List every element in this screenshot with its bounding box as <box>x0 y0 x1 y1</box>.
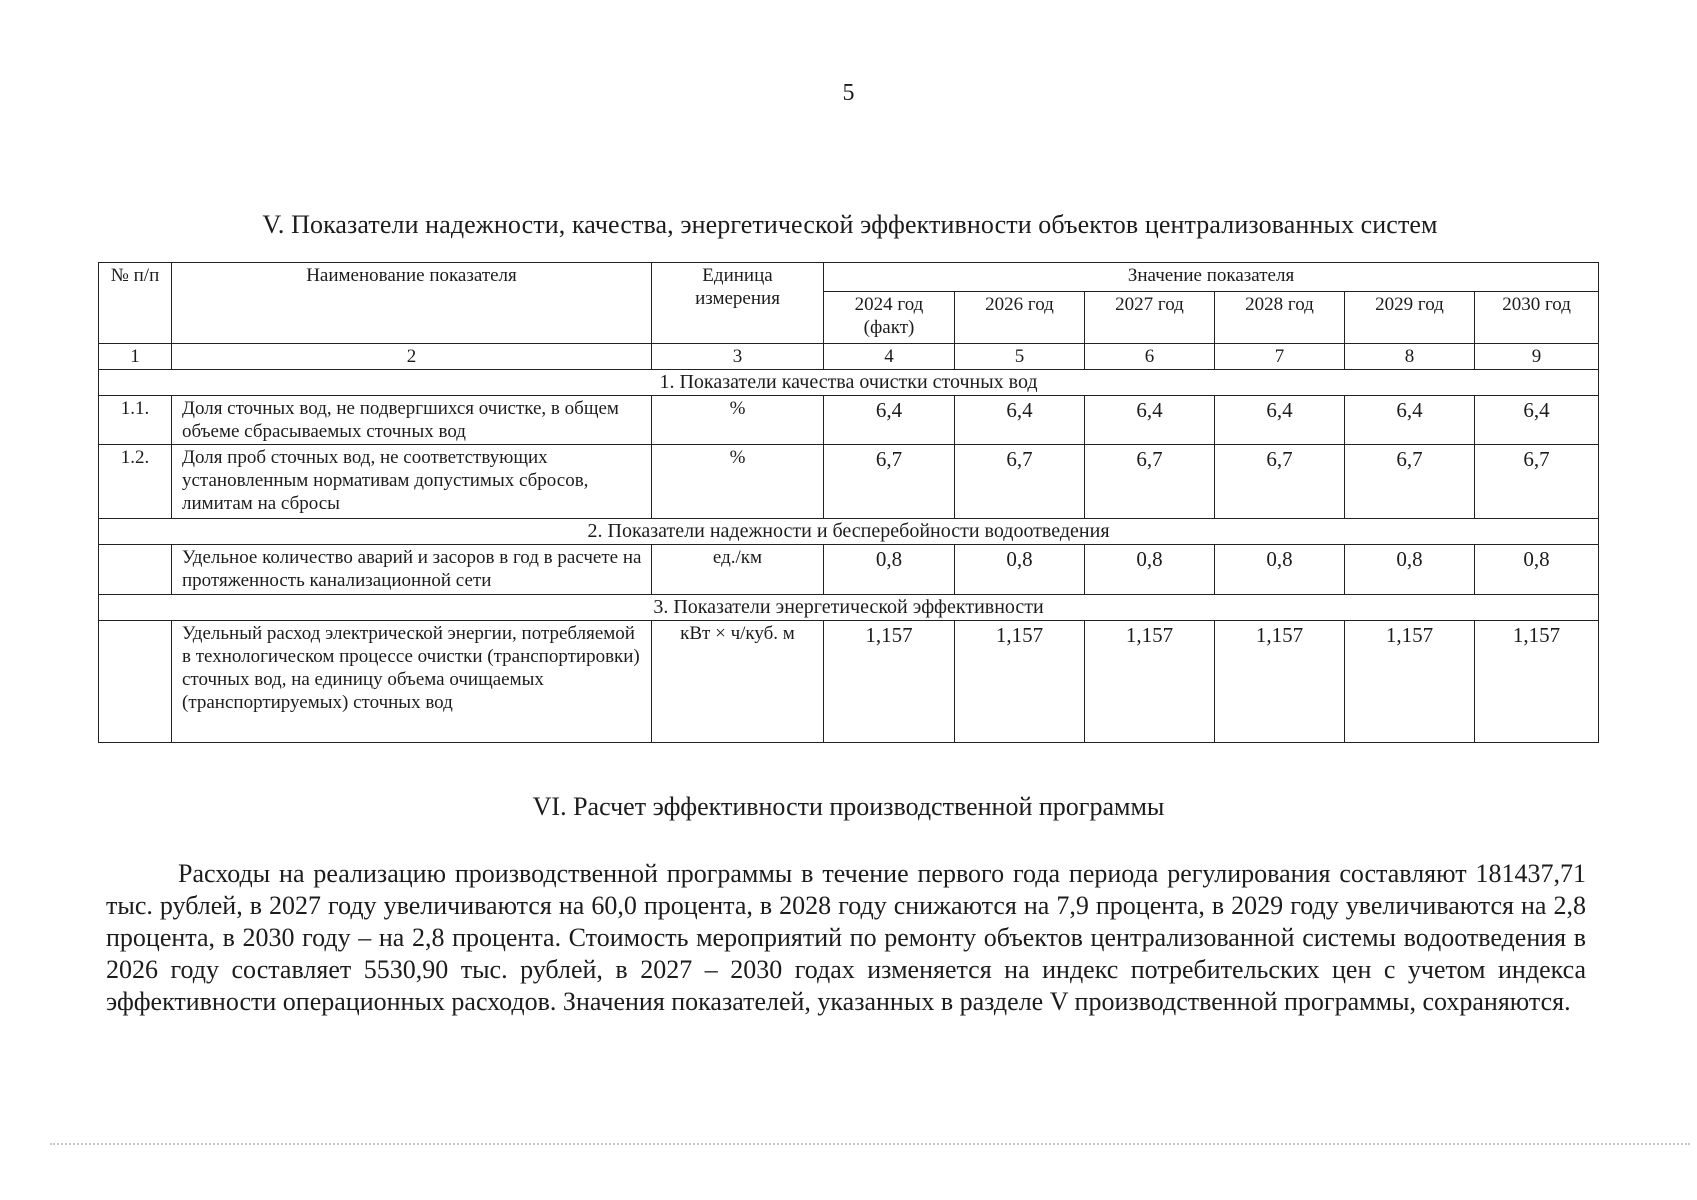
row-value: 0,8 <box>1085 545 1215 595</box>
group-title-row <box>99 595 1599 621</box>
column-number: 2 <box>172 344 652 370</box>
row-name: Удельное количество аварий и засоров в год в расчете на протяженность канализационной сети <box>172 545 652 595</box>
group-title: 3. Показатели энергетической эффективности <box>99 595 1599 621</box>
row-value: 6,4 <box>955 396 1085 445</box>
section-6-title: VI. Расчет эффективности производственной программы <box>532 792 1165 821</box>
row-unit: ед./км <box>652 545 824 595</box>
header-unit: Единица измерения <box>652 263 824 344</box>
header-year: 2028 год <box>1215 292 1345 344</box>
column-number: 9 <box>1475 344 1599 370</box>
row-unit: % <box>652 396 824 445</box>
row-unit: % <box>652 445 824 519</box>
column-number: 8 <box>1345 344 1475 370</box>
header-year: 2024 год (факт) <box>824 292 955 344</box>
row-value: 6,4 <box>824 396 955 445</box>
row-value: 0,8 <box>955 545 1085 595</box>
row-value: 1,157 <box>1475 621 1599 743</box>
row-name: Доля проб сточных вод, не соответствующих установленным нормативам допустимых сбросов, лимитам на сбросы <box>172 445 652 519</box>
header-year: 2026 год <box>955 292 1085 344</box>
row-value: 6,7 <box>1085 445 1215 519</box>
column-number: 4 <box>824 344 955 370</box>
row-value: 0,8 <box>1215 545 1345 595</box>
row-value: 1,157 <box>824 621 955 743</box>
row-value: 6,4 <box>1345 396 1475 445</box>
group-title: 2. Показатели надежности и бесперебойности водоотведения <box>99 519 1599 545</box>
row-value: 6,7 <box>1475 445 1599 519</box>
header-row-1 <box>99 263 1599 292</box>
row-value: 1,157 <box>1345 621 1475 743</box>
row-value: 1,157 <box>1215 621 1345 743</box>
table-row <box>99 445 1599 519</box>
row-num: 1.2. <box>99 445 172 519</box>
row-num <box>99 621 172 743</box>
column-number: 7 <box>1215 344 1345 370</box>
row-value: 0,8 <box>824 545 955 595</box>
column-number: 5 <box>955 344 1085 370</box>
header-year: 2029 год <box>1345 292 1475 344</box>
row-value: 6,4 <box>1475 396 1599 445</box>
column-number: 6 <box>1085 344 1215 370</box>
row-value: 6,7 <box>955 445 1085 519</box>
row-value: 1,157 <box>1085 621 1215 743</box>
section-5-title: V. Показатели надежности, качества, энергетической эффективности объектов централизованных систем <box>262 210 1438 239</box>
row-value: 0,8 <box>1475 545 1599 595</box>
row-name: Доля сточных вод, не подвергшихся очистке, в общем объеме сбрасываемых сточных вод <box>172 396 652 445</box>
row-value: 6,7 <box>824 445 955 519</box>
row-value: 6,4 <box>1085 396 1215 445</box>
indicators-table-wrapper <box>98 262 1598 743</box>
section-6-paragraph: Расходы на реализацию производственной программы в течение первого года периода регулирования составляют 181437,71 тыс. рублей, в 2027 году увеличиваются на 60,0 процента, в 2028 году снижаются на 7,9 процента, в 2029 году увеличиваются на 2,8 процента, в 2030 году – на 2,8 процента. Стоимость мероприятий по ремонту объектов централизованной системы водоотведения в 2026 году составляет 5530,90 тыс. рублей, в 2027 – 2030 годах изменяется на индекс потребительских цен с учетом индекса эффективности операционных расходов. Значения показателей, указанных в разделе V производственной программы, сохраняются. <box>106 859 1586 1016</box>
row-unit: кВт × ч/куб. м <box>652 621 824 743</box>
scan-artifact-line <box>50 1143 1690 1145</box>
row-num <box>99 545 172 595</box>
header-year: 2027 год <box>1085 292 1215 344</box>
header-name: Наименование показателя <box>172 263 652 344</box>
column-number-row <box>99 344 1599 370</box>
row-value: 1,157 <box>955 621 1085 743</box>
column-number: 1 <box>99 344 172 370</box>
page-number: 5 <box>842 80 855 106</box>
row-value: 6,4 <box>1215 396 1345 445</box>
row-value: 6,7 <box>1345 445 1475 519</box>
table-row <box>99 621 1599 743</box>
table-row <box>99 396 1599 445</box>
row-num: 1.1. <box>99 396 172 445</box>
group-title-row <box>99 519 1599 545</box>
group-title: 1. Показатели качества очистки сточных вод <box>99 370 1599 396</box>
row-name: Удельный расход электрической энергии, потребляемой в технологическом процессе очистки (транспортировки) сточных вод, на единицу объема очищаемых (транспортируемых) сточных вод <box>172 621 652 743</box>
column-number: 3 <box>652 344 824 370</box>
row-value: 0,8 <box>1345 545 1475 595</box>
header-value-group: Значение показателя <box>824 263 1599 292</box>
indicators-table <box>98 262 1599 743</box>
group-title-row <box>99 370 1599 396</box>
header-year: 2030 год <box>1475 292 1599 344</box>
table-row <box>99 545 1599 595</box>
row-value: 6,7 <box>1215 445 1345 519</box>
header-num: № п/п <box>99 263 172 344</box>
